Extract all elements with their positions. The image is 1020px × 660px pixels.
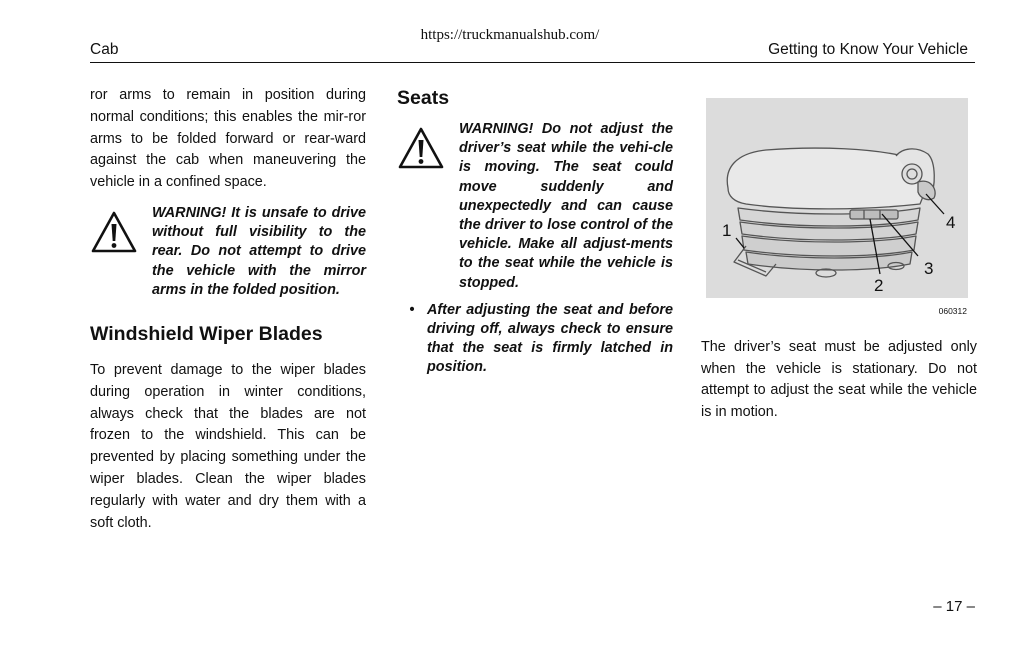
mirror-paragraph: ror arms to remain in position during normal conditions; this enables the mir-ror arms to be folded forward or rear-ward against the cab when maneuvering the vehicle in a confined space. [90,87,366,191]
warning-text: WARNING! Do not adjust the driver’s seat while the vehi-cle is moving. The seat could move suddenly and unexpectedly and can cause the driver to lose control of the vehicle. Make all adjust-ments to the seat while the vehicle is stopped. [459,121,673,291]
wiper-paragraph: To prevent damage to the wiper blades during operation in winter conditions, always check that the blades are not frozen to the windshield. This can be prevented by placing something under the wiper blades. Clean the wiper blades regularly with water and dry them with a soft cloth. [90,362,366,531]
bullet-marker: • [409,301,415,318]
column-middle [397,85,673,378]
column-right [701,98,977,424]
warning-icon [397,126,445,170]
seat-illustration [706,98,968,298]
seat-warning [397,120,673,293]
callout-3: 3 [924,259,934,278]
wiper-heading: Windshield Wiper Blades [90,323,323,345]
column-left [90,85,366,534]
seat-paragraph: The driver’s seat must be adjusted only when the vehicle is stationary. Do not attempt to adjust the seat while the vehicle is in motion. [701,338,977,421]
warning-text: WARNING! It is unsafe to drive without full visibility to the rear. Do not attempt to drive the vehicle with the mirror arms in the folded position. [152,204,366,298]
seats-heading: Seats [397,87,450,109]
seat-bullet [397,301,673,378]
figure-code: 060312 [938,306,967,316]
mirror-warning [90,204,366,300]
chapter-title: Getting to Know Your Vehicle [768,41,968,58]
header-rule [90,62,975,63]
callout-1: 1 [722,221,732,240]
callout-4: 4 [946,213,956,232]
warning-icon [90,210,138,254]
section-title: Cab [90,41,119,58]
callout-2: 2 [874,276,884,295]
page-number: – 17 – [933,598,975,615]
source-url: https://truckmanualshub.com/ [420,27,600,43]
bullet-text: After adjusting the seat and before driving off, always check to ensure that the seat is firmly latched in position. [427,301,673,376]
